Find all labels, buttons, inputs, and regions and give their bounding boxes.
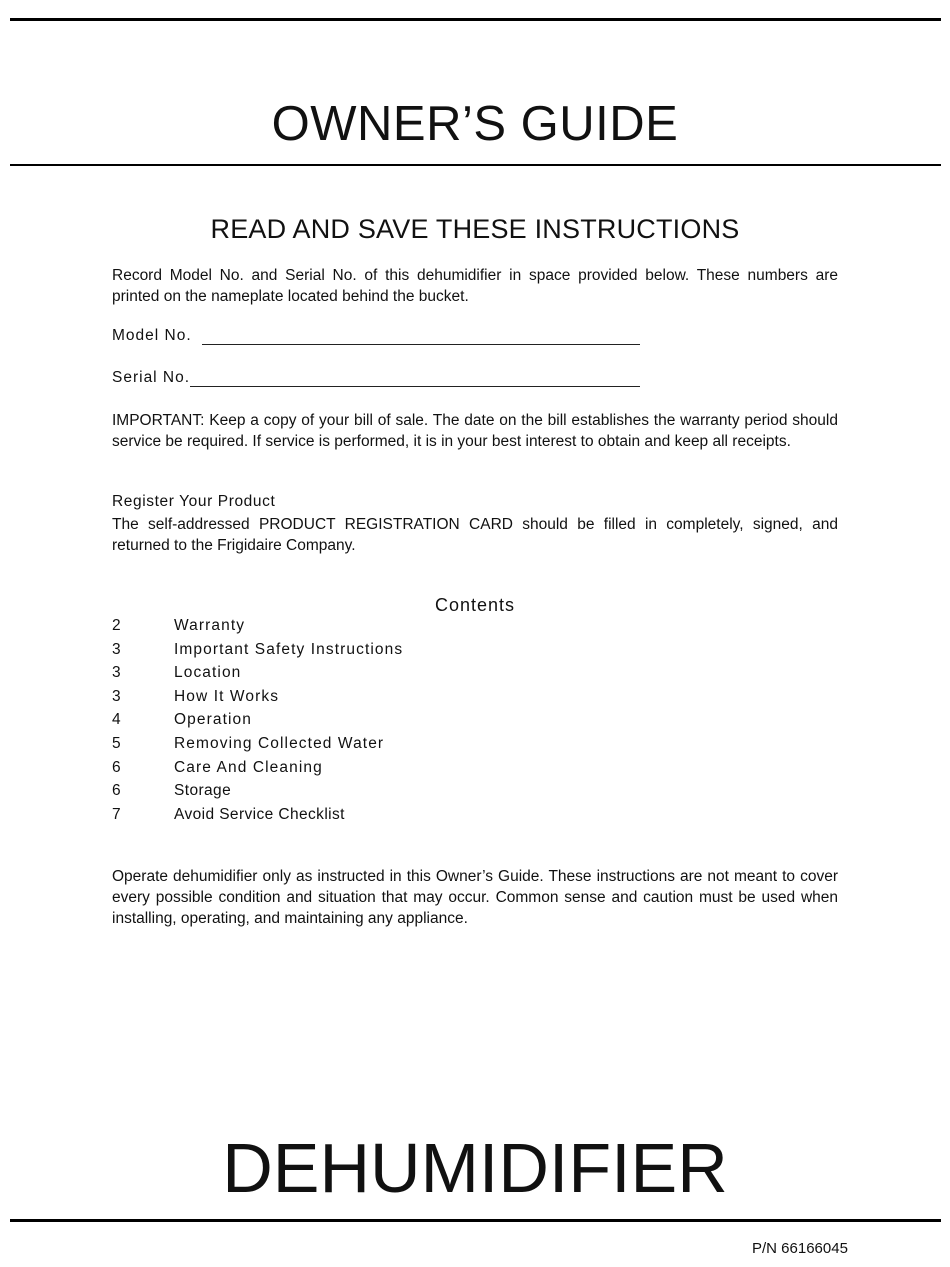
model-blank-line <box>202 344 640 345</box>
page-title: OWNER’S GUIDE <box>271 97 679 151</box>
toc-item <box>112 711 612 735</box>
toc-item <box>112 664 612 688</box>
toc-page-number: 6 <box>112 782 121 800</box>
toc-page-number: 4 <box>112 711 121 729</box>
operate-paragraph: Operate dehumidifier only as instructed in this Owner’s Guide. These instructions are not meant to cover every possible condition and situation that may occur. Common sense and caution must be used when installing, operating, and maintaining any appliance. <box>112 868 838 927</box>
toc-title: Operation <box>174 711 252 729</box>
toc-item <box>112 782 612 806</box>
bottom-rule <box>10 1219 941 1222</box>
toc-item <box>112 617 612 641</box>
instructions-subtitle: READ AND SAVE THESE INSTRUCTIONS <box>210 214 740 244</box>
toc-title: Warranty <box>174 617 246 634</box>
register-heading: Register Your Product <box>112 493 276 510</box>
toc-item <box>112 806 612 830</box>
toc-title: How It Works <box>174 687 280 705</box>
toc-page-number: 3 <box>112 640 121 658</box>
toc-title: Location <box>174 664 242 682</box>
toc-page-number: 3 <box>112 664 121 682</box>
toc-item <box>112 759 612 783</box>
product-name: DEHUMIDIFIER <box>222 1129 728 1207</box>
toc-page-number: 3 <box>112 687 121 705</box>
toc-title: Removing Collected Water <box>174 734 385 752</box>
model-field <box>112 327 192 345</box>
serial-label: Serial No. <box>112 369 191 386</box>
toc-item <box>112 735 612 759</box>
table-of-contents <box>112 617 612 829</box>
record-paragraph: Record Model No. and Serial No. of this dehumidifier in space provided below. These numbers are printed on the nameplate located behind the bucket. <box>112 267 838 305</box>
toc-title: Care And Cleaning <box>174 758 323 776</box>
serial-blank-line <box>190 386 640 387</box>
register-paragraph: The self-addressed PRODUCT REGISTRATION CARD should be filled in completely, signed, and returned to the Frigidaire Company. <box>112 516 838 554</box>
model-label: Model No. <box>112 327 192 344</box>
toc-page-number: 7 <box>112 805 121 823</box>
important-paragraph: IMPORTANT: Keep a copy of your bill of sale. The date on the bill establishes the warranty period should service be required. If service is performed, it is in your best interest to obtain and keep all receipts. <box>112 412 838 450</box>
serial-field <box>112 369 190 387</box>
toc-page-number: 6 <box>112 758 121 776</box>
toc-page-number: 5 <box>112 734 121 752</box>
toc-item <box>112 688 612 712</box>
title-rule <box>10 164 941 166</box>
contents-heading: Contents <box>434 595 516 615</box>
toc-title: Important Safety Instructions <box>174 640 404 658</box>
top-rule <box>10 18 941 21</box>
toc-item <box>112 641 612 665</box>
part-number: P/N 66166045 <box>752 1240 848 1257</box>
toc-title: Storage <box>174 782 232 800</box>
toc-title: Avoid Service Checklist <box>174 805 345 823</box>
toc-page-number: 2 <box>112 617 121 634</box>
